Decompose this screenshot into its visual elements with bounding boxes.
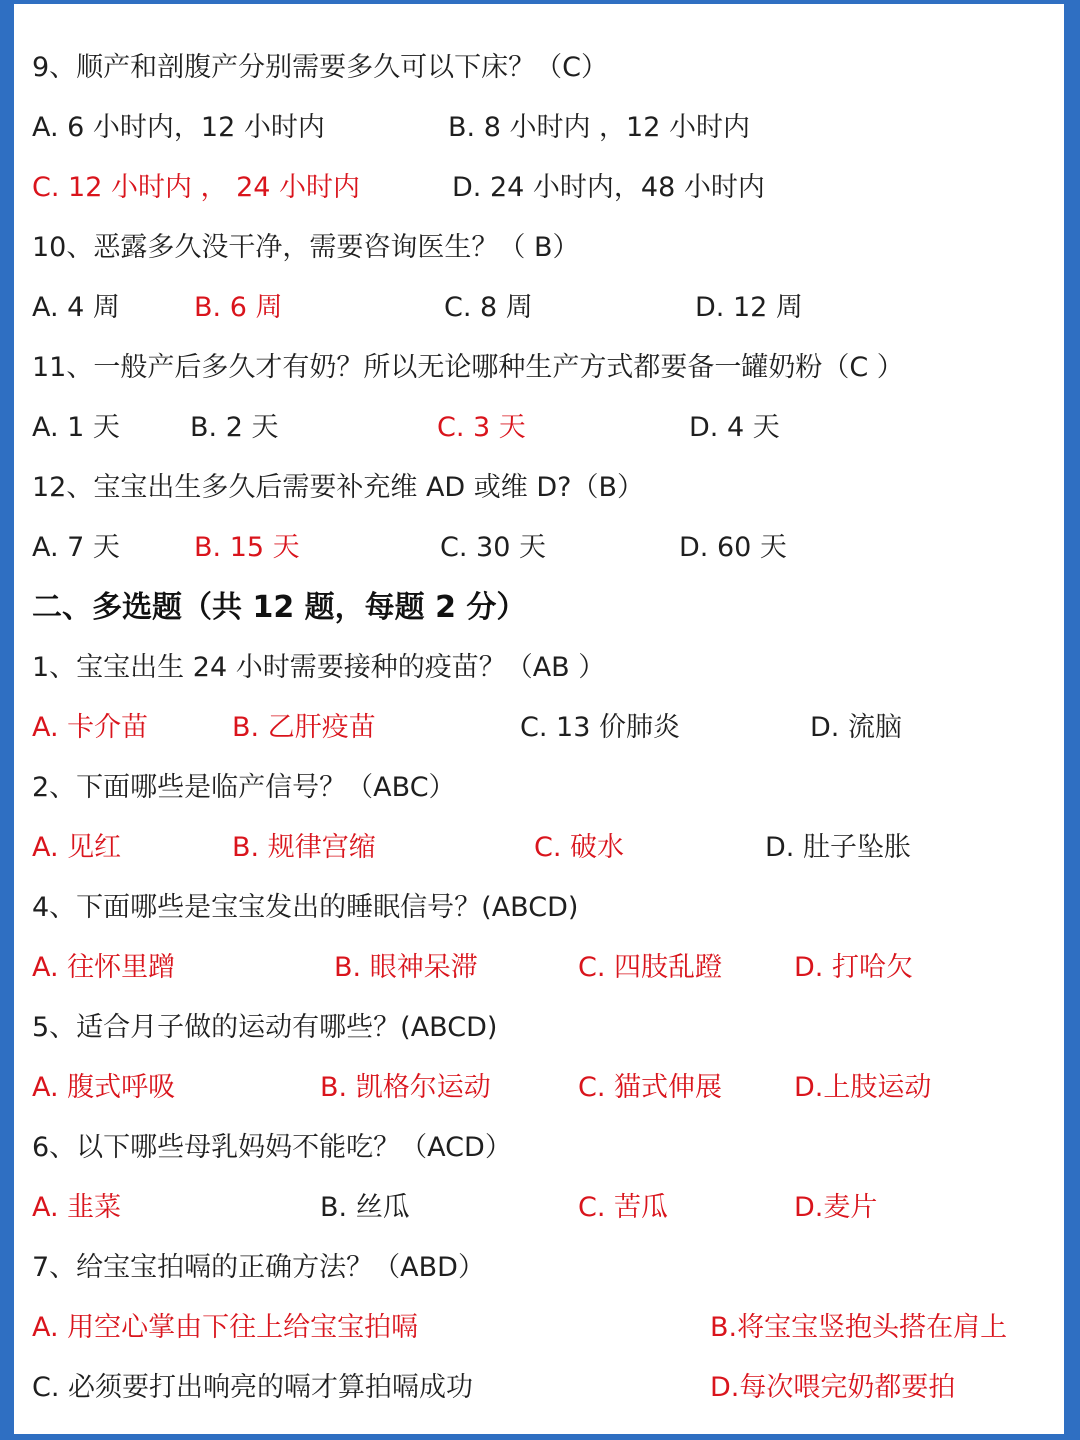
multi-question-6 [0, 1126, 1080, 1170]
option-c: C. 8 周 [444, 292, 533, 323]
question-text: 6、以下哪些母乳妈妈不能吃？（ACD） [32, 1132, 512, 1163]
question-text: 2、下面哪些是临产信号？（ABC） [32, 772, 456, 803]
option-c-correct: C. 3 天 [437, 412, 526, 443]
option-d: D. 流脑 [810, 712, 902, 743]
multi-question-2-options [0, 826, 1080, 870]
question-11 [0, 346, 1080, 390]
question-9-options [0, 106, 1080, 150]
multi-question-7-options [0, 1306, 1080, 1350]
question-text: 12、宝宝出生多久后需要补充维 AD 或维 D?（B） [32, 472, 645, 503]
option-d: D. 4 天 [689, 412, 780, 443]
question-text: 9、顺产和剖腹产分别需要多久可以下床？（C） [32, 52, 609, 83]
option-d-correct: D.麦片 [794, 1192, 878, 1223]
option-d-correct: D.上肢运动 [794, 1072, 932, 1103]
option-a-correct: A. 见红 [32, 832, 122, 863]
question-12-options [0, 526, 1080, 570]
option-d: D. 12 周 [695, 292, 803, 323]
question-9 [0, 46, 1080, 90]
option-c: C. 必须要打出响亮的嗝才算拍嗝成功 [32, 1372, 474, 1403]
question-text: 4、下面哪些是宝宝发出的睡眠信号？(ABCD) [32, 892, 579, 923]
option-b-correct: B. 乙肝疫苗 [232, 712, 376, 743]
option-b-correct: B.将宝宝竖抱头搭在肩上 [710, 1312, 1008, 1343]
option-d: D. 24 小时内，48 小时内 [452, 172, 765, 203]
question-text: 7、给宝宝拍嗝的正确方法？（ABD） [32, 1252, 485, 1283]
option-a-correct: A. 韭菜 [32, 1192, 122, 1223]
option-b-correct: B. 6 周 [194, 292, 283, 323]
option-a-correct: A. 腹式呼吸 [32, 1072, 176, 1103]
question-10-options [0, 286, 1080, 330]
option-c-correct: C. 破水 [534, 832, 625, 863]
option-b-correct: B. 凯格尔运动 [320, 1072, 491, 1103]
multi-question-1 [0, 646, 1080, 690]
question-10 [0, 226, 1080, 270]
option-a: A. 1 天 [32, 412, 120, 443]
option-d-correct: D.每次喂完奶都要拍 [710, 1372, 956, 1403]
option-b: B. 2 天 [190, 412, 279, 443]
question-text: 11、一般产后多久才有奶？所以无论哪种生产方式都要备一罐奶粉（C ） [32, 352, 904, 383]
multi-question-6-options [0, 1186, 1080, 1230]
option-c: C. 30 天 [440, 532, 546, 563]
option-b-correct: B. 规律宫缩 [232, 832, 376, 863]
question-text: 10、恶露多久没干净，需要咨询医生？（ B） [32, 232, 580, 263]
multi-question-5-options [0, 1066, 1080, 1110]
multi-question-7-options-2 [0, 1366, 1080, 1410]
option-a: A. 6 小时内，12 小时内 [32, 112, 325, 143]
multi-question-4-options [0, 946, 1080, 990]
option-c-correct: C. 猫式伸展 [578, 1072, 723, 1103]
multi-question-2 [0, 766, 1080, 810]
option-a: A. 7 天 [32, 532, 120, 563]
option-d: D. 肚子坠胀 [765, 832, 911, 863]
option-b: B. 丝瓜 [320, 1192, 410, 1223]
option-c-correct: C. 苦瓜 [578, 1192, 669, 1223]
question-9-options-2 [0, 166, 1080, 210]
multi-question-7 [0, 1246, 1080, 1290]
option-a-correct: A. 往怀里蹭 [32, 952, 176, 983]
option-d-correct: D. 打哈欠 [794, 952, 913, 983]
option-a-correct: A. 用空心掌由下往上给宝宝拍嗝 [32, 1312, 419, 1343]
question-12 [0, 466, 1080, 510]
option-b-correct: B. 15 天 [194, 532, 300, 563]
option-c: C. 13 价肺炎 [520, 712, 680, 743]
multi-question-1-options [0, 706, 1080, 750]
multi-question-4 [0, 886, 1080, 930]
question-text: 5、适合月子做的运动有哪些？(ABCD) [32, 1012, 498, 1043]
option-a: A. 4 周 [32, 292, 120, 323]
option-c-correct: C. 12 小时内 ， 24 小时内 [32, 172, 361, 203]
question-11-options [0, 406, 1080, 450]
option-d: D. 60 天 [679, 532, 787, 563]
option-b: B. 8 小时内 ，12 小时内 [448, 112, 750, 143]
option-c-correct: C. 四肢乱蹬 [578, 952, 723, 983]
question-text: 1、宝宝出生 24 小时需要接种的疫苗？（AB ） [32, 652, 606, 683]
option-a-correct: A. 卡介苗 [32, 712, 149, 743]
section-title: 二、多选题（共 12 题，每题 2 分） [32, 590, 527, 625]
section-heading [0, 586, 1080, 630]
option-b-correct: B. 眼神呆滞 [334, 952, 478, 983]
multi-question-5 [0, 1006, 1080, 1050]
